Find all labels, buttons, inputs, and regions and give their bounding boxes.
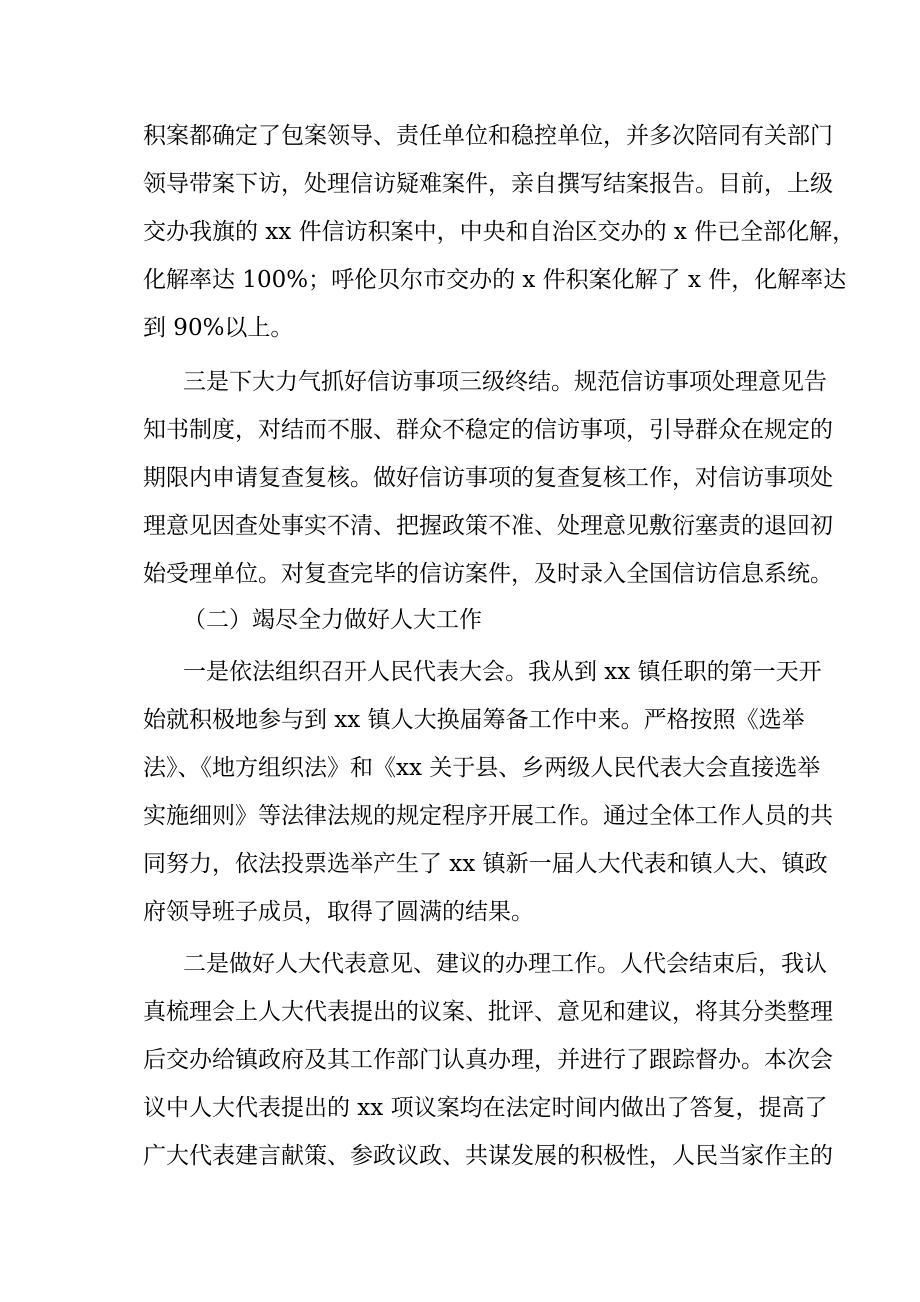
text-line: 广大代表建言献策、参政议政、共谋发展的积极性，人民当家作主的 (143, 1143, 833, 1169)
text-line: 积案都确定了包案领导、责任单位和稳控单位，并多次陪同有关部门 (143, 123, 833, 149)
text-line: 到 90%以上。 (143, 315, 294, 341)
paragraph-first-line: 一是依法组织召开人民代表大会。我从到 xx 镇任职的第一天开 (183, 659, 822, 685)
text-line: 始受理单位。对复查完毕的信访案件，及时录入全国信访信息系统。 (143, 561, 833, 587)
text-line: 真梳理会上人大代表提出的议案、批评、意见和建议，将其分类整理 (143, 999, 833, 1025)
text-line: 领导带案下访，处理信访疑难案件，亲自撰写结案报告。目前，上级 (143, 171, 833, 197)
text-line: 知书制度，对结而不服、群众不稳定的信访事项，引导群众在规定的 (143, 417, 833, 443)
paragraph-first-line: 二是做好人大代表意见、建议的办理工作。人代会结束后，我认 (183, 951, 827, 977)
text-line: 法》、《地方组织法》和《xx 关于县、乡两级人民代表大会直接选举 (143, 755, 821, 781)
text-line: 理意见因查处事实不清、把握政策不准、处理意见敷衍塞责的退回初 (143, 513, 833, 539)
text-line: 同努力，依法投票选举产生了 xx 镇新一届人大代表和镇人大、镇政 (143, 851, 828, 877)
text-line: 府领导班子成员，取得了圆满的结果。 (143, 899, 534, 925)
text-line: 期限内申请复查复核。做好信访事项的复查复核工作，对信访事项处 (143, 465, 833, 491)
text-line: 后交办给镇政府及其工作部门认真办理，并进行了跟踪督办。本次会 (143, 1047, 833, 1073)
text-line: 交办我旗的 xx 件信访积案中，中央和自治区交办的 x 件已全部化解， (143, 219, 856, 245)
paragraph-first-line: 三是下大力气抓好信访事项三级终结。规范信访事项处理意见告 (183, 369, 827, 395)
text-line: 议中人大代表提出的 xx 项议案均在法定时间内做出了答复，提高了 (143, 1095, 828, 1121)
text-line: 始就积极地参与到 xx 镇人大换届筹备工作中来。严格按照《选举 (143, 707, 805, 733)
text-line: 实施细则》等法律法规的规定程序开展工作。通过全体工作人员的共 (143, 803, 833, 829)
section-heading: （二）竭尽全力做好人大工作 (183, 607, 482, 633)
text-line: 化解率达 100%；呼伦贝尔市交办的 x 件积案化解了 x 件，化解率达 (143, 267, 847, 293)
